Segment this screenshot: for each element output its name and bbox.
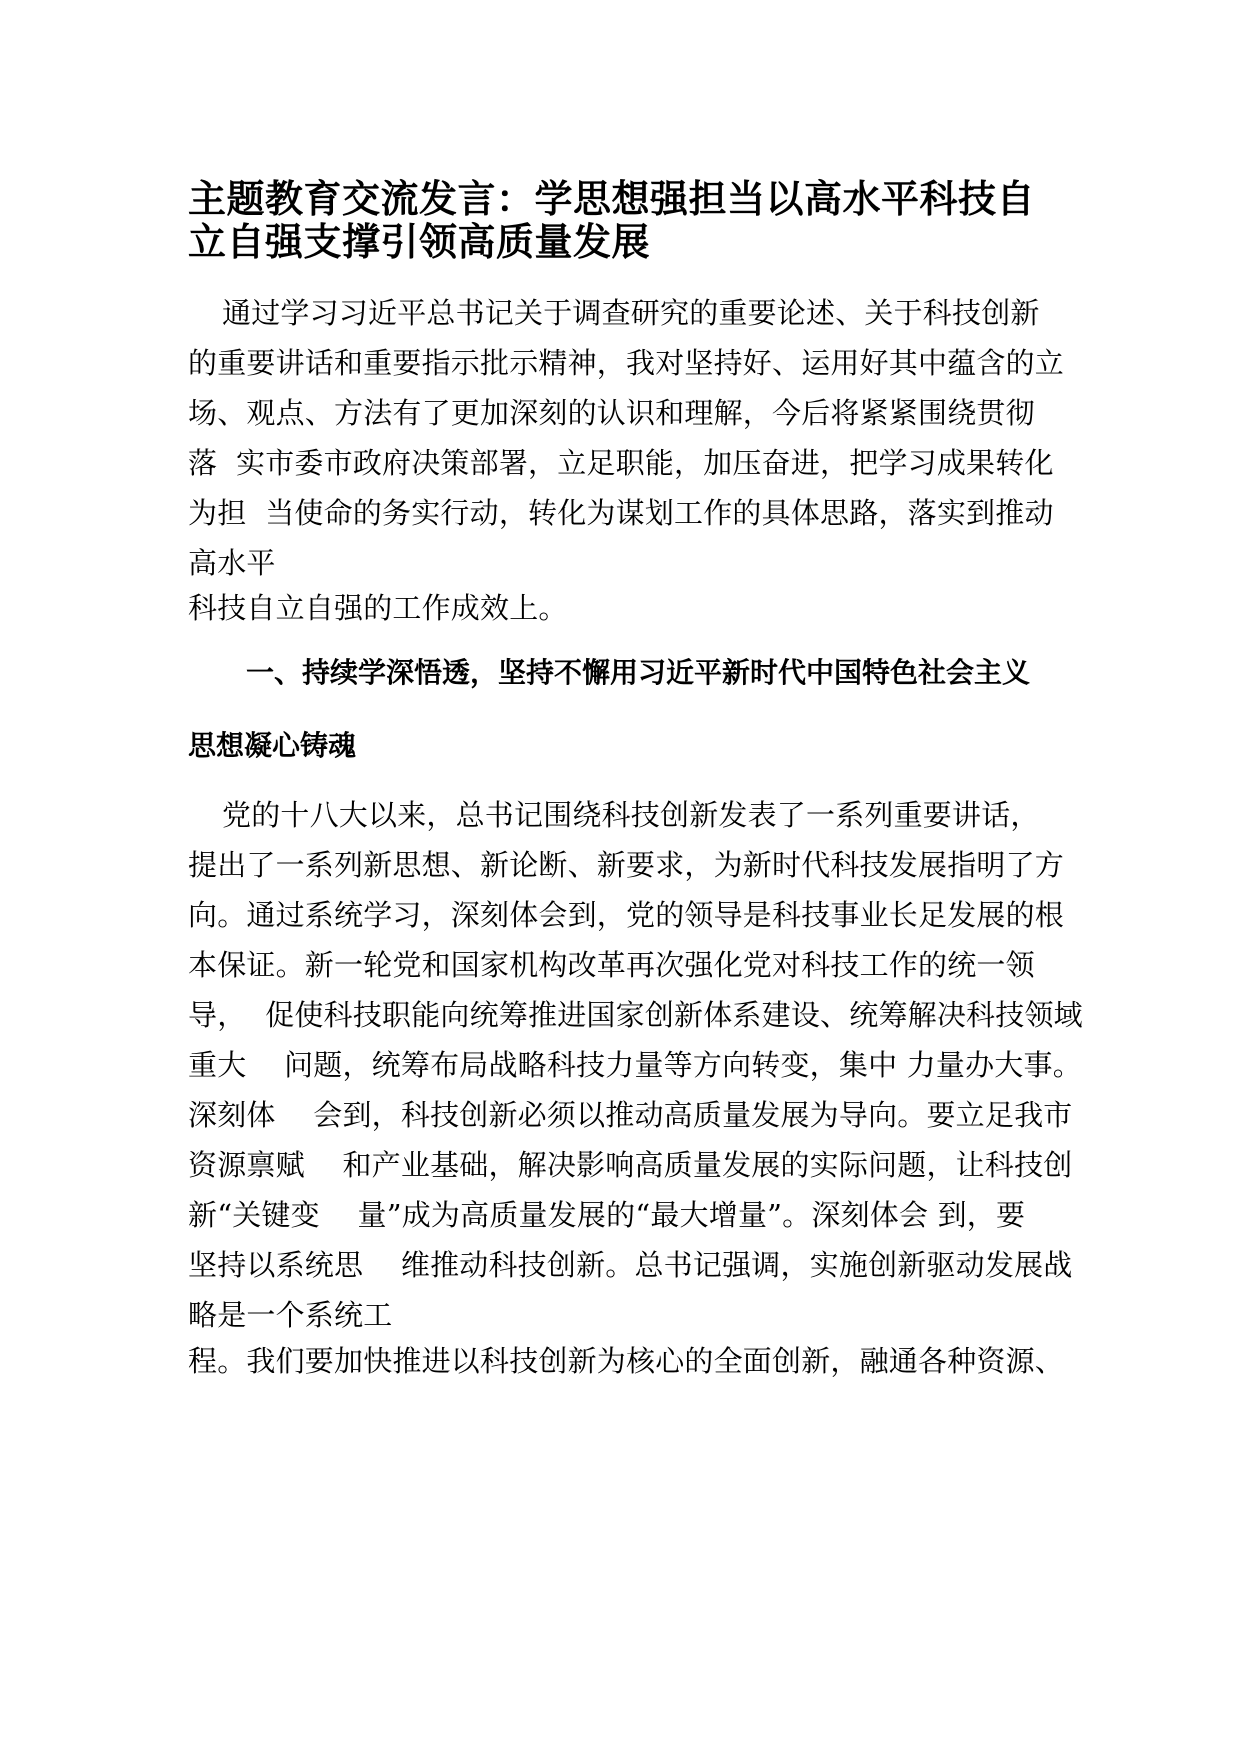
paragraph-2-line-12: 程。我们要加快推进以科技创新为核心的全面创新，融通各种资源、 [188, 1344, 1065, 1378]
paragraph-2-line-8: 资源禀赋 和产业基础，解决影响高质量发展的实际问题，让科技创 [188, 1148, 1073, 1182]
section-1-heading-line-2: 思想凝心铸魂 [188, 729, 357, 762]
paragraph-2-line-5: 导， 促使科技职能向统筹推进国家创新体系建设、统筹解决科技领域 [188, 998, 1083, 1032]
paragraph-2-line-11: 略是一个系统工 [188, 1298, 393, 1332]
paragraph-1-line-4: 落 实市委市政府决策部署，立足职能，加压奋进，把学习成果转化 [188, 446, 1054, 480]
paragraph-1-line-2: 的重要讲话和重要指示批示精神，我对坚持好、运用好其中蕴含的立 [188, 346, 1065, 380]
document-title-line-1: 主题教育交流发言：学思想强担当以高水平科技自 [188, 177, 1036, 221]
paragraph-2-line-6: 重大 问题，统筹布局战略科技力量等方向转变，集中 力量办大事。 [188, 1048, 1082, 1082]
paragraph-2-line-10: 坚持以系统思 维推动科技创新。总书记强调，实施创新驱动发展战 [188, 1248, 1073, 1282]
paragraph-2-line-9: 新“关键变 量”成为高质量发展的“最大增量”。深刻体会 到，要 [188, 1198, 1026, 1232]
paragraph-1-line-6: 高水平 [188, 546, 276, 580]
paragraph-2-line-3: 向。通过系统学习，深刻体会到，党的领导是科技事业长足发展的根 [188, 898, 1065, 932]
paragraph-1-line-3: 场、观点、方法有了更加深刻的认识和理解，今后将紧紧围绕贯彻 [188, 396, 1035, 430]
document-title-line-2: 立自强支撑引领高质量发展 [188, 220, 651, 264]
paragraph-2-line-1: 党的十八大以来，总书记围绕科技创新发表了一系列重要讲话， [222, 798, 1040, 832]
paragraph-2-line-4: 本保证。新一轮党和国家机构改革再次强化党对科技工作的统一领 [188, 948, 1035, 982]
paragraph-1-line-7: 科技自立自强的工作成效上。 [188, 591, 568, 625]
paragraph-2-line-7: 深刻体 会到，科技创新必须以推动高质量发展为导向。要立足我市 [188, 1098, 1073, 1132]
section-1-heading-line-1: 一、持续学深悟透，坚持不懈用习近平新时代中国特色社会主义 [246, 656, 1031, 689]
paragraph-2-line-2: 提出了一系列新思想、新论断、新要求，为新时代科技发展指明了方 [188, 848, 1065, 882]
paragraph-1-line-5: 为担 当使命的务实行动，转化为谋划工作的具体思路，落实到推动 [188, 496, 1054, 530]
paragraph-1-line-1: 通过学习习近平总书记关于调查研究的重要论述、关于科技创新 [222, 296, 1040, 330]
